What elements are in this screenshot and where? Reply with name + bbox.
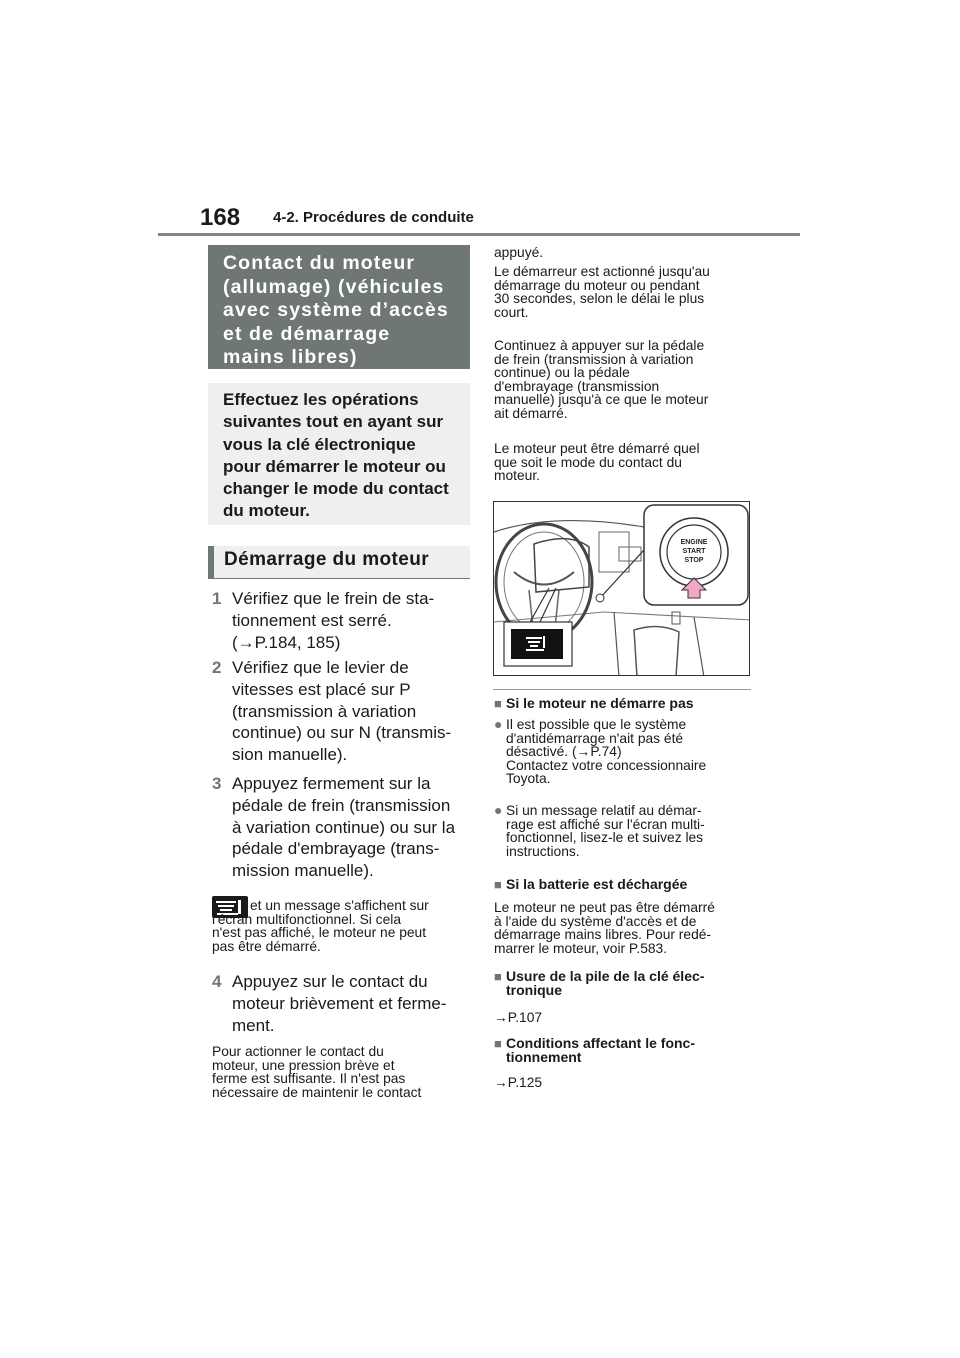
notes-rule <box>493 689 751 690</box>
paragraph-starter: Le démarreur est actionné jusqu'au démarrage du moteur ou pendant 30 secondes, selon le délai le plus court. <box>494 264 710 320</box>
note-heading <box>494 1037 754 1064</box>
step-number: 2 <box>212 658 222 677</box>
intro-box <box>208 383 470 525</box>
step-number: 3 <box>212 774 222 793</box>
header-rule <box>158 233 800 236</box>
step-text: Appuyez sur le contact du moteur brièvement et ferme- ment. <box>232 972 447 1035</box>
step-4-note: Pour actionner le contact du moteur, une pression brève et ferme est suffisante. Il n'est pas nécessaire de maintenir le contact <box>212 1044 422 1100</box>
note-bullet-text: Il est possible que le système d'antidémarrage n'ait pas été désactivé. (→P.74) Contactez votre concessionnaire Toyota. <box>506 717 707 787</box>
button-label-engine: ENGINE <box>680 539 708 546</box>
step-text: Appuyez fermement sur la pédale de frein (transmission à variation continue) ou sur la pédale d'embrayage (trans- mission manuelle). <box>232 774 456 881</box>
paragraph-mode: Le moteur peut être démarré quel que soit le mode du contact du moteur. <box>494 441 700 484</box>
square-marker: ■ <box>494 877 502 892</box>
button-label-stop: STOP <box>684 557 704 564</box>
step-number: 1 <box>212 589 222 608</box>
note-bullet <box>494 804 754 858</box>
title-box <box>208 245 470 369</box>
step-text: Vérifiez que le levier de vitesses est placé sur P (transmission à variation continue) ou sur N (transmis- sion manuelle). <box>232 658 452 765</box>
note-heading <box>494 697 754 711</box>
note-heading <box>494 970 754 997</box>
bullet-marker: ● <box>494 802 503 818</box>
square-marker: ■ <box>494 969 502 984</box>
button-label-start: START <box>682 548 706 555</box>
step-2 <box>212 657 472 766</box>
note-paragraph: Le moteur ne peut pas être démarré à l'aide du système d'accès et de démarrage mains libres. Pour redé- marrer le moteur, voir P.583. <box>494 900 715 956</box>
note-heading <box>494 878 754 892</box>
dashboard-drawing <box>494 502 750 676</box>
note-heading-text: Conditions affectant le fonc- tionnement <box>506 1035 695 1065</box>
note-paragraph: →P.107 <box>494 1010 543 1025</box>
note-paragraph: →P.125 <box>494 1075 543 1090</box>
intro-text: Effectuez les opérations suivantes tout en ayant sur vous la clé électronique pour démarrer le moteur ou changer le mode du contact du moteur. <box>223 390 449 521</box>
step-text: Vérifiez que le frein de sta- tionnement est serré. (→P.184, 185) <box>232 589 435 652</box>
note-bullet <box>494 718 754 786</box>
step-1 <box>212 588 472 653</box>
subheading-rule <box>208 578 470 579</box>
indicator-note: et un message s'affichent sur l'écran multifonctionnel. Si cela n'est pas affiché, le moteur ne peut pas être démarré. <box>212 898 429 954</box>
continued-text: appuyé. <box>494 245 544 260</box>
step-number: 4 <box>212 972 222 991</box>
square-marker: ■ <box>494 1036 502 1051</box>
note-bullet-text: Si un message relatif au démar- rage est affiché sur l'écran multi- fonctionnel, lisez-le et suivez les instructions. <box>506 803 705 859</box>
dashboard-illustration <box>493 501 750 676</box>
note-heading-text: Si le moteur ne démarre pas <box>506 695 694 711</box>
subheading-accent-bar <box>208 546 214 578</box>
note-heading-text: Si la batterie est déchargée <box>506 876 688 892</box>
section-header: 4-2. Procédures de conduite <box>273 209 474 226</box>
note-heading-text: Usure de la pile de la clé élec- tronique <box>506 968 705 998</box>
step-3 <box>212 773 472 882</box>
step-4 <box>212 971 472 1036</box>
page-number: 168 <box>200 204 241 231</box>
bullet-marker: ● <box>494 716 503 732</box>
subheading: Démarrage du moteur <box>224 549 430 570</box>
paragraph-pedal: Continuez à appuyer sur la pédale de frein (transmission à variation continue) ou la pédale d'embrayage (transmission manuelle) jusqu'à ce que le moteur ait démarré. <box>494 338 709 421</box>
square-marker: ■ <box>494 696 502 711</box>
page-title: Contact du moteur (allumage) (véhicules avec système d’accès et de démarrage mains libres) <box>223 252 449 368</box>
